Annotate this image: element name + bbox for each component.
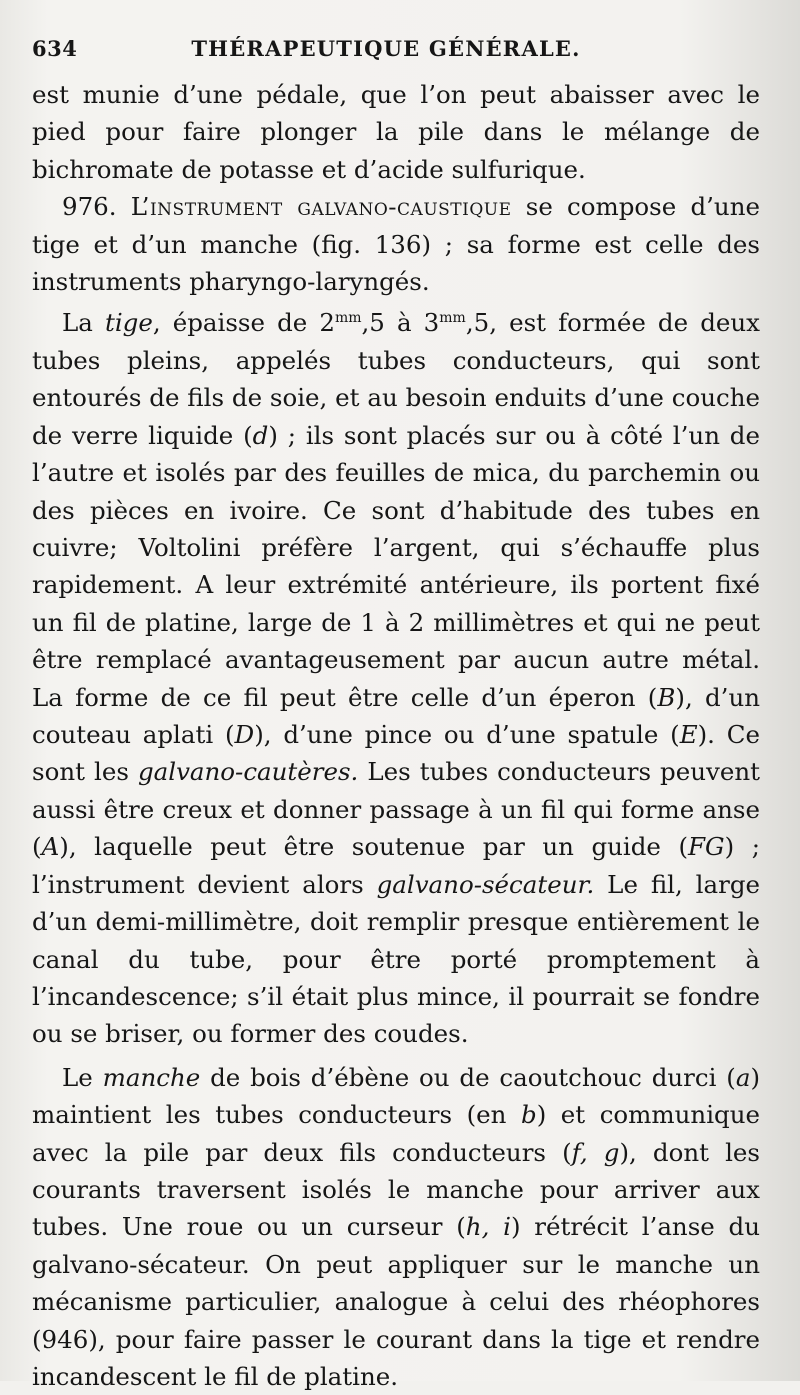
- paragraph-text: se compose d’une tige et d’un manche (fig. 136) ; sa forme est celle des instruments pharyngo-laryngés.: [32, 192, 760, 297]
- paragraph-manche: [32, 1059, 760, 1395]
- text-run: ) ; ils sont placés sur ou à côté l’un de l’autre et isolés par des feuilles de mica, du parchemin ou des pièces en ivoire. Ce sont d’habitude des tubes en cuivre; Voltolini préfère l’argent, qui s’échauffe plus rapidement. A leur extrémité antérieure, ils portent fixé un fil de platine, large de 1 à 2 millimètres et qui ne peut être remplacé avantageusement par aucun autre métal. La forme de ce fil peut être celle d’un éperon (: [32, 420, 760, 712]
- running-header: [32, 36, 760, 70]
- text-run: Le: [62, 1062, 103, 1092]
- italic-letter: D: [234, 720, 255, 750]
- text-run: La: [62, 308, 105, 338]
- paragraph-continuation: [32, 76, 760, 188]
- text-run: ), dont les courants traversent isolés le manche pour arriver aux tubes. Une roue ou un curseur (: [32, 1137, 760, 1242]
- text-run: ), d’un couteau aplati (: [32, 682, 761, 750]
- text-run: ) maintient les tubes conducteurs (en: [32, 1062, 760, 1130]
- italic-letter: b: [521, 1100, 537, 1130]
- page-number: 634: [32, 36, 78, 61]
- text-run: ), laquelle peut être soutenue par un guide (: [59, 832, 689, 862]
- italic-letter: A: [41, 832, 60, 862]
- italic-letter: E: [679, 720, 698, 750]
- italic-term: galvano-sécateur.: [376, 869, 595, 899]
- paragraph-976: [32, 188, 760, 300]
- text-run: ,5 à 3: [361, 308, 440, 338]
- italic-letter: d: [252, 420, 269, 450]
- italic-letter: h, i: [465, 1212, 511, 1242]
- italic-term: galvano-cautères.: [137, 757, 359, 787]
- paragraph-tige: [32, 300, 760, 1052]
- running-title: THÉRAPEUTIQUE GÉNÉRALE.: [191, 36, 581, 61]
- text-run: ) et communique avec la pile par deux fils conducteurs (: [32, 1100, 760, 1167]
- italic-term: tige: [104, 308, 153, 338]
- section-heading: L’instrument galvano-caustique: [130, 192, 512, 222]
- text-run: Le fil, large d’un demi-millimètre, doit remplir presque entièrement le canal du tube, pour être porté promptement à l’incandescence; s’il était plus mince, il pourrait se fondre ou se briser, ou former des coudes.: [32, 869, 761, 1049]
- text-run: ,5, est formée de deux tubes pleins, appelés tubes conducteurs, qui sont entourés de fils de soie, et au besoin enduits d’une couche de verre liquide (: [32, 308, 760, 450]
- italic-term: manche: [102, 1062, 201, 1092]
- text-run: ). Ce sont les: [32, 720, 761, 787]
- text-run: Les tubes conducteurs peuvent aussi être creux et donner passage à un fil qui forme anse (: [32, 757, 760, 862]
- text-run: ) ; l’instrument devient alors: [32, 832, 760, 899]
- italic-letter: f, g: [571, 1137, 620, 1167]
- text-run: de bois d’ébène ou de caoutchouc durci (: [200, 1062, 736, 1092]
- text-run: , épaisse de 2: [152, 308, 335, 338]
- italic-letter: B: [657, 682, 676, 712]
- text-run: ), d’une pince ou d’une spatule (: [254, 720, 680, 750]
- paragraph-text: est munie d’une pédale, que l’on peut abaisser avec le pied pour faire plonger la pile dans le mélange de bichromate de potasse et d’acide sulfurique.: [32, 80, 760, 184]
- body-text: [32, 76, 760, 1395]
- section-number: 976.: [62, 192, 117, 222]
- unit-superscript: mm: [334, 310, 362, 327]
- italic-letter: FG: [688, 832, 725, 862]
- text-run: ) rétrécit l’anse du galvano-sécateur. On peut appliquer sur le manche un mécanisme particulier, analogue à celui des rhéophores (946), pour faire passer le courant dans la tige et rendre incandescent le fil de platine.: [32, 1212, 761, 1391]
- italic-letter: a: [735, 1062, 751, 1092]
- unit-superscript: mm: [439, 310, 466, 327]
